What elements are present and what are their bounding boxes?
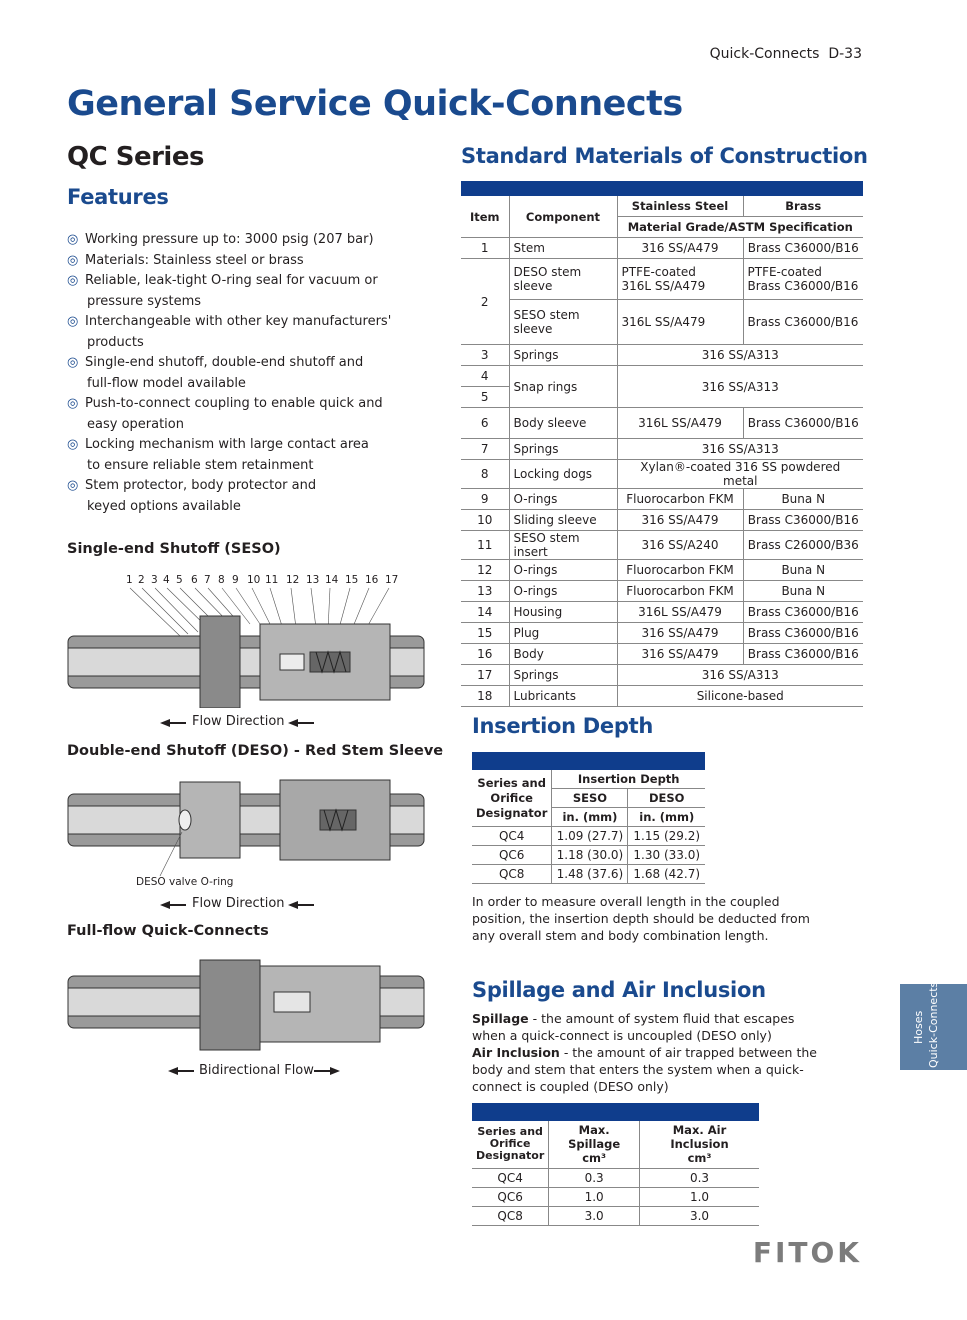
cell-item: 1 [461,238,509,259]
spillage-definition [472,1010,832,1095]
cell-item: 14 [461,602,509,623]
cell-ss: Fluorocarbon FKM [617,489,743,510]
feature-text: keyed options available [87,498,241,514]
cell-series: QC4 [472,827,552,846]
cell-brass: Brass C26000/B36 [743,531,863,560]
materials-table [461,196,863,707]
feature-item [67,271,397,312]
unit-seso: in. (mm) [552,808,628,827]
cell-component: SESO stem insert [509,531,617,560]
cell-deso: 1.15 (29.2) [628,827,705,846]
col-insertion-depth: Insertion Depth [552,770,705,789]
cell-brass: PTFE-coated Brass C36000/B16 [743,259,863,300]
table-row [461,560,863,581]
cell-air: 1.0 [640,1187,760,1206]
features-heading: Features [67,185,169,209]
cell-item: 5 [461,387,509,408]
cell-both: 316 SS/A313 [617,366,863,408]
cell-item: 11 [461,531,509,560]
cell-series: QC8 [472,1206,549,1225]
col-series: Series and Orifice Designator [472,1121,549,1168]
table-row [461,602,863,623]
series-title: QC Series [67,142,204,172]
table-row [461,345,863,366]
spillage-heading: Spillage and Air Inclusion [472,978,766,1002]
table-row [472,865,705,884]
bidirectional-label: Bidirectional Flow [199,1063,314,1078]
table-row [472,1187,759,1206]
seso-diagram [60,568,430,708]
table-row [461,623,863,644]
cell-seso: 1.48 (37.6) [552,865,628,884]
cell-brass: Brass C36000/B16 [743,300,863,345]
col-max-air-label: Max. Air Inclusion [670,1123,729,1152]
bullet-icon: ◎ [67,478,79,493]
cell-item: 17 [461,665,509,686]
cell-item: 16 [461,644,509,665]
bullet-icon: ◎ [67,273,79,288]
bullet-icon: ◎ [67,437,79,452]
cell-item: 9 [461,489,509,510]
table-row [461,581,863,602]
cell-component: Housing [509,602,617,623]
cell-component: Springs [509,439,617,460]
materials-table-bar [461,181,863,196]
cell-ss: Fluorocarbon FKM [617,581,743,602]
table-row [472,827,705,846]
col-spec: Material Grade/ASTM Specification [617,217,863,238]
cell-brass: Brass C36000/B16 [743,623,863,644]
cell-item: 4 [461,366,509,387]
cell-ss: Fluorocarbon FKM [617,560,743,581]
cell-brass: Brass C36000/B16 [743,602,863,623]
cell-ss: 316 SS/A479 [617,623,743,644]
col-series: Series and Orifice Designator [472,770,552,827]
spillage-term: Spillage [472,1011,529,1026]
table-row [461,439,863,460]
air-term: Air Inclusion [472,1045,560,1060]
part-number-label: 17 [385,574,399,586]
cell-item: 15 [461,623,509,644]
part-number-label: 3 [151,574,158,586]
fullflow-heading: Full-flow Quick-Connects [67,923,269,939]
col-max-air [640,1121,760,1168]
table-row [461,665,863,686]
cell-air: 3.0 [640,1206,760,1225]
insertion-table [472,770,705,884]
cell-brass: Buna N [743,560,863,581]
cell-component: Locking dogs [509,460,617,489]
bullet-icon: ◎ [67,314,79,329]
cell-ss: 316 SS/A240 [617,531,743,560]
cell-deso: 1.30 (33.0) [628,846,705,865]
feature-text: pressure systems [87,293,202,309]
spillage-table [472,1121,759,1226]
deso-oring-label: DESO valve O-ring [136,876,234,888]
cell-item: 18 [461,686,509,707]
bullet-icon: ◎ [67,396,79,411]
cell-spill: 1.0 [549,1187,640,1206]
cell-item: 3 [461,345,509,366]
feature-text: Working pressure up to: 3000 psig (207 bar) [85,232,374,247]
cell-series: QC8 [472,865,552,884]
table-row [461,489,863,510]
cell-component: Springs [509,345,617,366]
insertion-note: In order to measure overall length in the coupled position, the insertion depth should be deducted from any overall stem and body combination length. [472,894,810,943]
part-number-label: 5 [176,574,183,586]
part-number-label: 11 [265,574,279,586]
cell-component: O-rings [509,581,617,602]
cell-item: 8 [461,460,509,489]
feature-item [67,353,397,394]
cell-ss: 316L SS/A479 [617,300,743,345]
cell-brass: Buna N [743,581,863,602]
feature-item [67,476,397,517]
bullet-icon: ◎ [67,252,79,268]
cell-brass: Brass C36000/B16 [743,408,863,439]
bullet-icon: ◎ [67,232,79,247]
table-row [461,238,863,259]
col-max-spillage [549,1121,640,1168]
feature-text: Interchangeable with other key manufacturers' [85,314,392,329]
cell-ss: PTFE-coated 316L SS/A479 [617,259,743,300]
flow-direction-label-seso: Flow Direction [192,714,285,729]
table-row [461,366,863,387]
table-row [472,1168,759,1187]
cell-item: 10 [461,510,509,531]
cell-component: DESO stem sleeve [509,259,617,300]
cell-series: QC6 [472,846,552,865]
air-def: - the amount of air trapped between the body and stem that enters the system when a quick-connect is coupled (DESO only) [472,1045,817,1094]
col-brass: Brass [743,196,863,217]
cell-both: Xylan®-coated 316 SS powdered metal [617,460,863,489]
col-max-spillage-label: Max. Spillage [568,1123,621,1152]
side-tab-line2: Quick-Connects [927,981,940,1068]
cell-ss: 316 SS/A479 [617,644,743,665]
cell-series: QC4 [472,1168,549,1187]
side-tab-hoses-quick-connects[interactable] [900,981,967,1070]
feature-text: Reliable, leak-tight O-ring seal for vacuum or [85,273,378,288]
part-number-label: 14 [325,574,339,586]
feature-text: Materials: Stainless steel or brass [85,252,304,268]
part-number-label: 9 [232,574,239,586]
cell-seso: 1.18 (30.0) [552,846,628,865]
part-number-label: 15 [345,574,359,586]
col-deso: DESO [628,789,705,808]
page-header: Quick-Connects D-33 [709,46,862,62]
table-row [461,259,863,300]
cell-item: 6 [461,408,509,439]
table-row [461,408,863,439]
insertion-heading: Insertion Depth [472,714,653,738]
side-tab-line1: Hoses [912,1010,925,1044]
insertion-table-bar [472,752,705,770]
cell-brass: Brass C36000/B16 [743,510,863,531]
cell-deso: 1.68 (42.7) [628,865,705,884]
cell-ss: 316L SS/A479 [617,408,743,439]
cell-spill: 0.3 [549,1168,640,1187]
part-number-label: 6 [191,574,198,586]
spillage-def: - the amount of system fluid that escapes when a quick-connect is uncoupled (DESO only) [472,1011,795,1043]
table-row [472,846,705,865]
cell-series: QC6 [472,1187,549,1206]
part-number-label: 12 [286,574,300,586]
table-row [461,300,863,345]
part-number-label: 10 [247,574,261,586]
cell-item: 13 [461,581,509,602]
cell-component: Lubricants [509,686,617,707]
feature-text: Locking mechanism with large contact area [85,437,369,452]
cell-component: O-rings [509,489,617,510]
unit-spillage: cm³ [582,1151,607,1166]
table-row [461,686,863,707]
col-item: Item [461,196,509,238]
table-row [461,460,863,489]
table-row [472,1206,759,1225]
cell-ss: 316 SS/A479 [617,510,743,531]
cell-item: 2 [461,259,509,345]
cell-item: 12 [461,560,509,581]
table-row [461,644,863,665]
cell-both: 316 SS/A313 [617,665,863,686]
feature-item [67,394,397,435]
cell-brass: Brass C36000/B16 [743,644,863,665]
cell-component: Snap rings [509,366,617,408]
fitok-logo: FITOK [752,1236,862,1269]
seso-heading: Single-end Shutoff (SESO) [67,541,281,557]
feature-text: easy operation [87,416,184,432]
part-number-label: 16 [365,574,379,586]
cell-component: Body sleeve [509,408,617,439]
features-list [67,230,397,517]
feature-text: Stem protector, body protector and [85,478,317,493]
cell-item: 7 [461,439,509,460]
deso-diagram [60,776,430,876]
unit-air: cm³ [687,1151,712,1166]
cell-brass: Brass C36000/B16 [743,238,863,259]
col-stainless: Stainless Steel [617,196,743,217]
cell-component: Sliding sleeve [509,510,617,531]
cell-component: Stem [509,238,617,259]
cell-brass: Buna N [743,489,863,510]
unit-deso: in. (mm) [628,808,705,827]
cell-spill: 3.0 [549,1206,640,1225]
col-component: Component [509,196,617,238]
feature-item [67,435,397,476]
feature-item [67,312,397,353]
cell-ss: 316 SS/A479 [617,238,743,259]
cell-seso: 1.09 (27.7) [552,827,628,846]
col-seso: SESO [552,789,628,808]
cell-both: 316 SS/A313 [617,439,863,460]
flow-direction-label-deso: Flow Direction [192,896,285,911]
cell-ss: 316L SS/A479 [617,602,743,623]
feature-text: products [87,334,144,350]
cell-both: Silicone-based [617,686,863,707]
page-title: General Service Quick-Connects [67,84,683,124]
table-row [461,510,863,531]
deso-heading: Double-end Shutoff (DESO) - Red Stem Sleeve [67,743,444,759]
part-number-label: 13 [306,574,320,586]
cell-component: SESO stem sleeve [509,300,617,345]
cell-component: O-rings [509,560,617,581]
feature-text: Push-to-connect coupling to enable quick and [85,396,383,411]
feature-item [67,251,397,272]
feature-text: full-flow model available [87,375,246,391]
materials-heading: Standard Materials of Construction [461,144,868,168]
feature-text: to ensure reliable stem retainment [87,457,314,473]
part-number-label: 8 [218,574,225,586]
cell-component: Plug [509,623,617,644]
bullet-icon: ◎ [67,355,79,370]
feature-item [67,230,397,251]
cell-component: Body [509,644,617,665]
part-number-label: 7 [204,574,211,586]
cell-both: 316 SS/A313 [617,345,863,366]
part-number-label: 4 [163,574,170,586]
part-number-label: 2 [138,574,145,586]
cell-air: 0.3 [640,1168,760,1187]
cell-component: Springs [509,665,617,686]
spillage-table-bar [472,1103,759,1121]
part-number-label: 1 [126,574,133,586]
table-row [461,531,863,560]
fullflow-diagram [60,958,430,1058]
feature-text: Single-end shutoff, double-end shutoff and [85,355,364,370]
